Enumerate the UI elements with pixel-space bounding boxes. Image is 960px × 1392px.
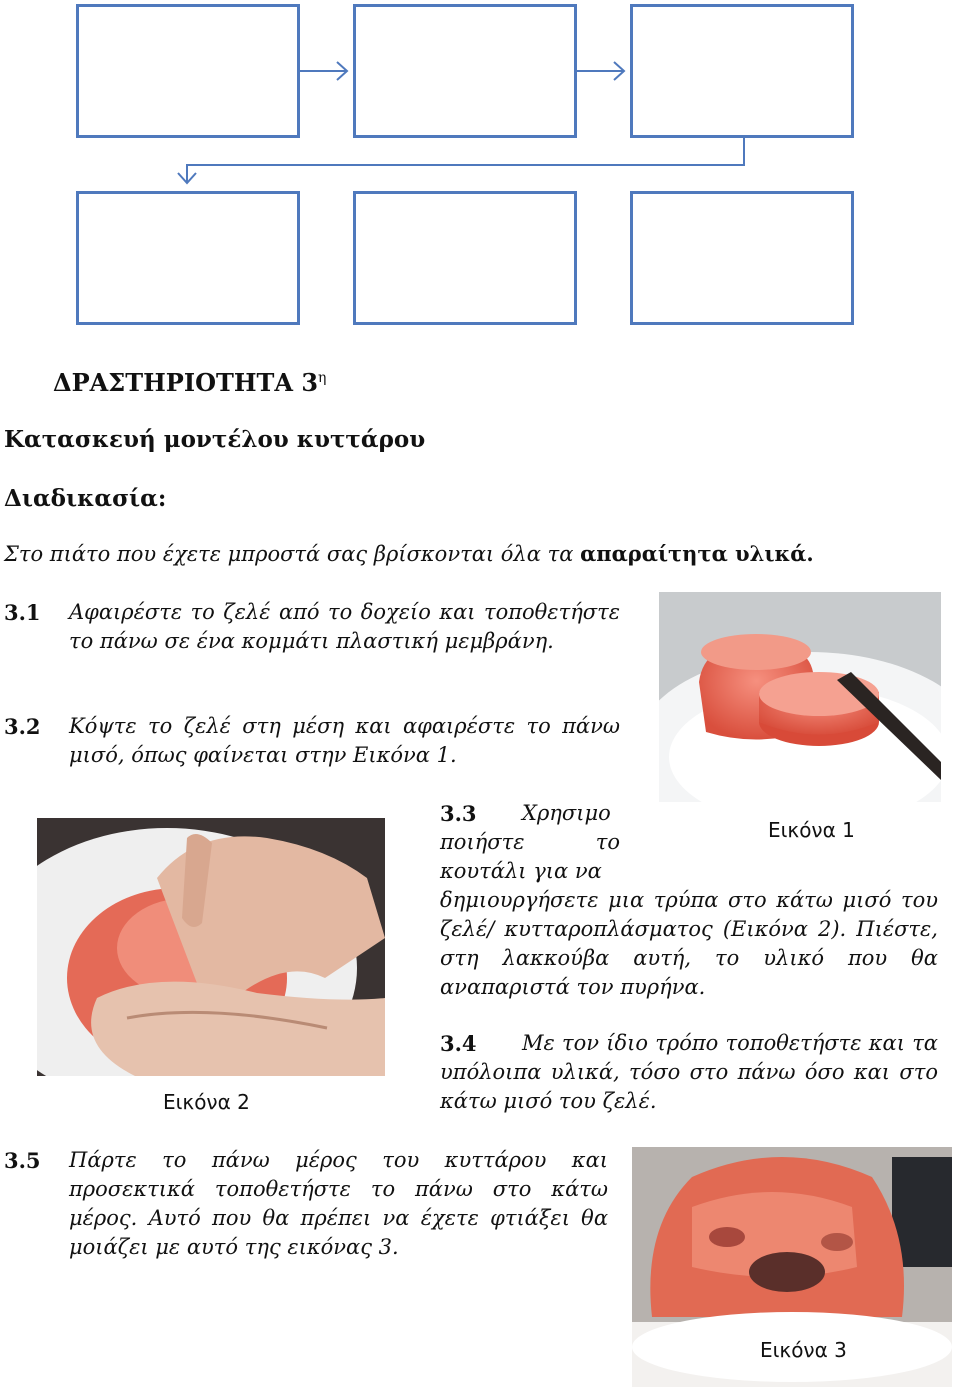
step-number: 3.1 [4, 600, 41, 625]
flow-arrows [0, 0, 960, 340]
step-text: Πάρτε το πάνω μέρος του κυττάρου και προσεκτικά τοποθετήστε το πάνω στο κάτω μέρος. Αυτό που θα πρέπει να έχετε φτιάξει θα μοιάζει με αυτό της εικόνας 3. [69, 1148, 608, 1259]
activity-heading [53, 368, 326, 397]
figure-1-caption: Εικόνα 1 [768, 818, 855, 842]
activity-title: ΔΡΑΣΤΗΡΙΟΤΗΤΑ 3 [53, 368, 319, 397]
figure-2-caption: Εικόνα 2 [163, 1090, 250, 1114]
step-3-3 [440, 799, 938, 1002]
step-text: Με τον ίδιο τρόπο τοποθετήστε και τα υπόλοιπα υλικά, τόσο στο πάνω όσο και στο κάτω μισό του ζελέ. [440, 1031, 938, 1113]
step-text: Αφαιρέστε το ζελέ από το δοχείο και τοποθετήστε το πάνω σε ένα κομμάτι πλαστική μεμβράνη. [69, 600, 620, 653]
step-number: 3.4 [440, 1031, 477, 1056]
step-text-part-2: δημιουργήσετε μια τρύπα στο κάτω μισό του ζελέ/ κυτταροπλάσματος (Εικόνα 2). Πιέστε, στη λακκούβα αυτή, το υλικό που θα αναπαριστά τον πυρήνα. [440, 888, 938, 999]
hands-jelly-illustration [37, 818, 385, 1076]
step-number: 3.5 [4, 1148, 41, 1173]
figure-3-caption: Εικόνα 3 [760, 1338, 847, 1362]
step-3-2 [4, 712, 620, 770]
intro-text: Στο πιάτο που έχετε μπροστά σας βρίσκονται όλα τα απαραίτητα υλικά. [4, 541, 814, 566]
intro-bold: απαραίτητα υλικά. [580, 541, 814, 566]
activity-superscript: η [318, 370, 327, 386]
step-3-1 [4, 598, 620, 656]
step-3-5 [4, 1146, 608, 1262]
procedure-label: Διαδικασία: [4, 485, 167, 512]
step-text: Κόψτε το ζελέ στη μέση και αφαιρέστε το πάνω μισό, όπως φαίνεται στην Εικόνα 1. [69, 714, 620, 767]
step-number: 3.3 [440, 801, 477, 826]
step-3-4 [440, 1029, 938, 1116]
activity-subtitle: Κατασκευή μοντέλου κυττάρου [4, 426, 426, 453]
step-number: 3.2 [4, 714, 41, 739]
figure-2-photo [37, 818, 385, 1076]
step-text-part-1: Χρησιμο ποιήστε το κουτάλι για να [440, 801, 620, 883]
figure-1-photo [659, 592, 941, 802]
jelly-halves-illustration [659, 592, 941, 802]
